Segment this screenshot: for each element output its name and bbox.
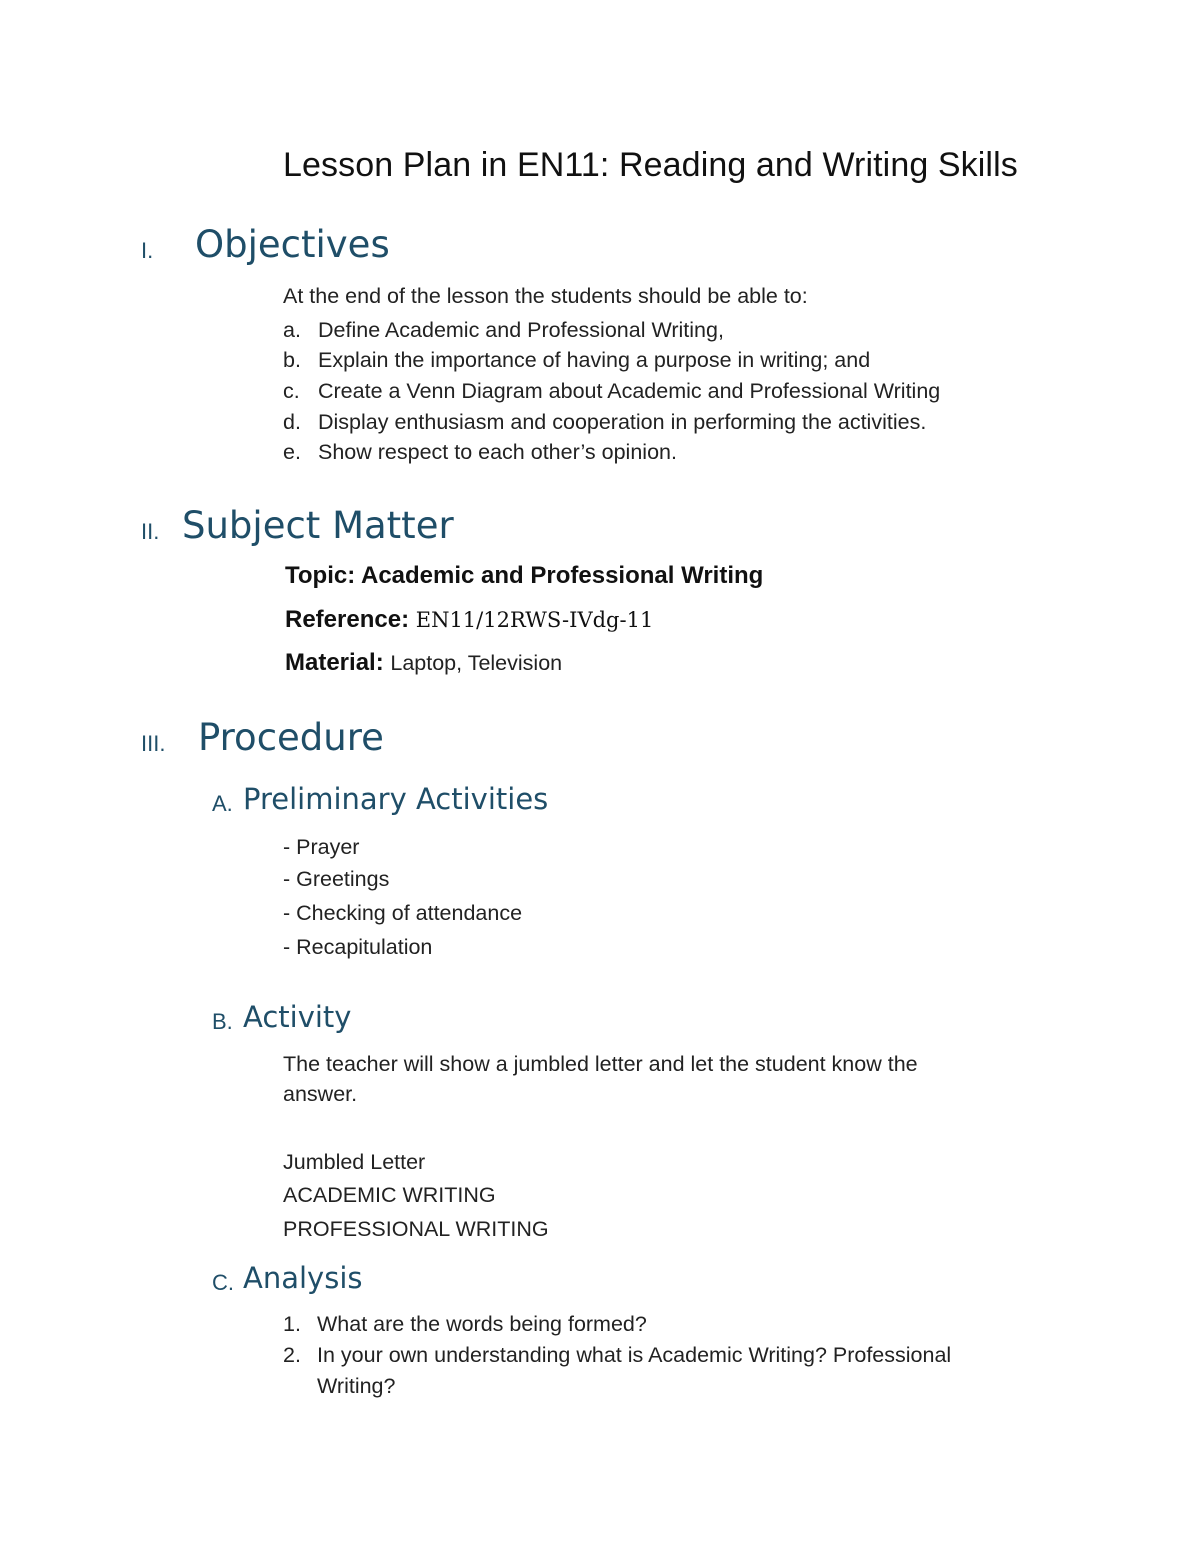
objective-text: Create a Venn Diagram about Academic and Professional Writing [318,379,941,403]
jumbled-heading: Jumbled Letter [283,1150,426,1174]
objective-text: Show respect to each other’s opinion. [318,440,677,464]
objective-text: Define Academic and Professional Writing, [318,318,724,342]
subsection-title-preliminary: Preliminary Activities [243,782,549,816]
material-line [285,649,562,677]
preliminary-item: - Checking of attendance [283,901,523,925]
subsection-title-analysis: Analysis [243,1261,363,1295]
section-number-objectives: I. [141,238,154,263]
analysis-question: What are the words being formed? [317,1312,647,1336]
preliminary-item: - Recapitulation [283,935,433,959]
reference-line [285,606,653,634]
reference-value: EN11/12RWS-IVdg-11 [415,608,654,632]
section-number-subject-matter: II. [141,519,160,544]
objectives-intro: At the end of the lesson the students should be able to: [283,284,808,308]
objective-marker: a. [283,318,301,342]
document-title: Lesson Plan in EN11: Reading and Writing Skills [283,146,1018,184]
analysis-question-continued: Writing? [317,1374,396,1398]
jumbled-word: PROFESSIONAL WRITING [283,1217,549,1241]
section-title-objectives: Objectives [195,223,390,266]
subsection-letter-preliminary: A. [212,791,233,816]
section-title-subject-matter: Subject Matter [182,504,454,547]
activity-description-line: The teacher will show a jumbled letter and let the student know the [283,1052,918,1076]
subsection-letter-activity: B. [212,1009,233,1034]
objective-marker: d. [283,410,301,434]
material-label: Material: [285,649,384,676]
analysis-marker: 2. [283,1343,301,1367]
jumbled-word: ACADEMIC WRITING [283,1183,496,1207]
topic-line [285,562,763,590]
analysis-marker: 1. [283,1312,301,1336]
section-number-procedure: III. [141,731,166,756]
reference-label: Reference: [285,606,410,633]
objective-marker: c. [283,379,300,403]
subsection-title-activity: Activity [243,1000,352,1034]
section-title-procedure: Procedure [198,716,384,759]
topic-text: Topic: Academic and Professional Writing [285,562,764,589]
objective-text: Display enthusiasm and cooperation in performing the activities. [318,410,927,434]
objective-marker: e. [283,440,301,464]
objective-text: Explain the importance of having a purpose in writing; and [318,348,871,372]
material-value: Laptop, Television [390,651,563,675]
activity-description-line: answer. [283,1082,358,1106]
objective-marker: b. [283,348,301,372]
preliminary-item: - Prayer [283,835,360,859]
subsection-letter-analysis: C. [212,1270,234,1295]
analysis-question: In your own understanding what is Academic Writing? Professional [317,1343,952,1367]
preliminary-item: - Greetings [283,867,390,891]
